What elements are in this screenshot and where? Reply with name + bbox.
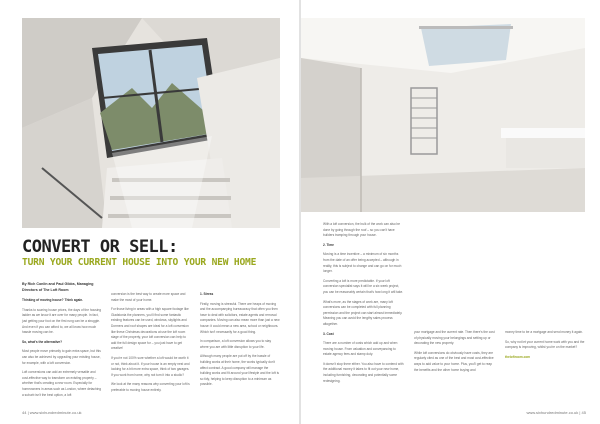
paragraph: Most people move primarily to gain extra space, but this can also be achieved by upgrading your existing house, for example, with a loft conversion.: [22, 349, 101, 365]
left-column-1: [22, 282, 102, 402]
attic-staircase-illustration: [22, 18, 280, 228]
left-page-number: 44: [22, 410, 27, 415]
loft-bathroom-photo: [301, 18, 585, 212]
right-column-3: [505, 222, 587, 388]
right-footer: www.sixhundredminute.co.uk | 45: [526, 410, 586, 415]
paragraph: In comparison, a loft conversion allows you to stay where you are with little disruption to your life.: [200, 339, 272, 349]
article-title: CONVERT OR SELL:: [22, 237, 178, 257]
section-heading-time: 2. Time: [323, 242, 334, 247]
paragraph: If you're not 100% sure whether a loft would be worth it or not, think about it. If your house is an empty nest and looking for a bit more extra space, think of two garages. If you work from home, why not turn it into a studio?: [111, 355, 190, 377]
left-footer-site[interactable]: www.sixhundredminute.co.uk: [29, 410, 82, 415]
section-heading-stress: 1. Stress: [200, 292, 214, 296]
left-page-columns: [22, 282, 280, 402]
paragraph: With a loft conversion, the bulk of the work can also be done by going through the roof – so you can't have builders tramping through your house.: [323, 222, 401, 238]
attic-staircase-photo: [22, 18, 280, 228]
paragraph: Thanks to soaring house prices, the days of the housing ladder as we know it are over for many people. In fact, just getting your foot on the first rung can be a struggle. And even if you can afford to, we all know how much hassle moving can be.: [22, 307, 102, 335]
paragraph: There are a number of costs which add up and when moving house. From valuation and conveyancing to estate agency fees and stamp duty.: [323, 341, 398, 357]
right-page-columns: [323, 222, 587, 388]
paragraph: Moving is a time incentive – a minimum of six months from the date of an offer being accepted – although in reality, this is subject to change and can go on for much longer.: [323, 252, 402, 274]
byline: By Rich Conlin and Paul Gibbs, Managing Directors of The Loft Room: [22, 282, 94, 292]
article-subtitle: TURN YOUR CURRENT HOUSE INTO YOUR NEW HOME: [22, 257, 257, 268]
paragraph: We look at the many reasons why converting your loft is preferable to moving house entirely.: [111, 382, 190, 392]
left-column-3: [200, 282, 280, 402]
website-link[interactable]: theloftroom.com: [505, 354, 531, 359]
paragraph: conversion is the best way to create more space and make the most of your home.: [111, 292, 186, 302]
paragraph: It doesn't stop there either. You also have to contend with the additional money it takes to fit out your new home, including furnishing, decorating and potentially some redesigning.: [323, 361, 404, 383]
paragraph: Although many people are put off by the hassle of building works at their home, the works typically don't affect contract. A good company will manage the building works and fit around your lifestyle and the loft is so tidy, helping to keep disruption to a minimum as possible.: [200, 354, 280, 387]
right-footer-site[interactable]: www.sixhundredminute.co.uk: [526, 410, 579, 415]
paragraph: Converting a loft is more predictable. If your loft conversion specialist says it will be a six week project, you can be reasonably certain that's how long it will take.: [323, 278, 404, 294]
right-page: [301, 0, 600, 424]
left-footer: 44 | www.sixhundredminute.co.uk: [22, 410, 82, 415]
paragraph: your mortgage and the current rate. Then there's the cost of physically moving your belongings and setting up or decorating the new property.: [414, 330, 495, 346]
left-column-2: [111, 282, 191, 402]
paragraph: Loft conversions can add an extremely versatile and cost-effective way to transform an existing property – whether that's creating a new room. Especially for homeowners in areas such as London, where detaching a suburb isn't the best option, a loft: [22, 370, 102, 397]
paragraph: What's more, as the stages of work are, many loft conversions can be completed with full planning permission and the project can start almost immediately. Meaning you can avoid the lengthy sales process altogether.: [323, 299, 403, 326]
paragraph: Firstly, moving is stressful. There are heaps of moving and the accompanying bureaucracy that often you then have to deal with solicitors, estate agents and removal companies. Moving can also mean more than just a new house: it could mean a new area, school or neighbours. Which isn't necessarily for a good thing.: [200, 301, 280, 334]
paragraph: Thinking of moving house? Think again.: [22, 298, 84, 303]
right-column-1: [323, 222, 405, 388]
right-column-2: [414, 222, 496, 388]
paragraph: money time to be a mortgage and send money it again.: [505, 330, 583, 334]
paragraph: For those living in areas with a high square footage like Gladstonia the planners, you'll find some fantastic existing features can be used, windows, skylights and Dormers and roof shapes are ideal for a loft conversion like these Christmas decorations at use the loft room stage of the property, your loft conversion can help to add the full design space for – you just have to get creative!: [111, 307, 189, 351]
left-page: [0, 0, 299, 424]
paragraph: So, what's the alternative?: [22, 339, 63, 344]
paragraph: So, why not let your current home work with you and the company is improving, whilst you're on the market?: [505, 339, 585, 350]
right-page-number: 45: [581, 410, 586, 415]
loft-bathroom-illustration: [301, 18, 585, 212]
paragraph: While loft conversions do obviously have costs, they are regularly cited as one of the best and most cost-effective ways to add value to your home. Plus, you'll get to reap the benefits and the other home buying and: [414, 350, 494, 372]
headline-block: [22, 238, 282, 269]
section-heading-cost: 3. Cost: [323, 331, 334, 336]
